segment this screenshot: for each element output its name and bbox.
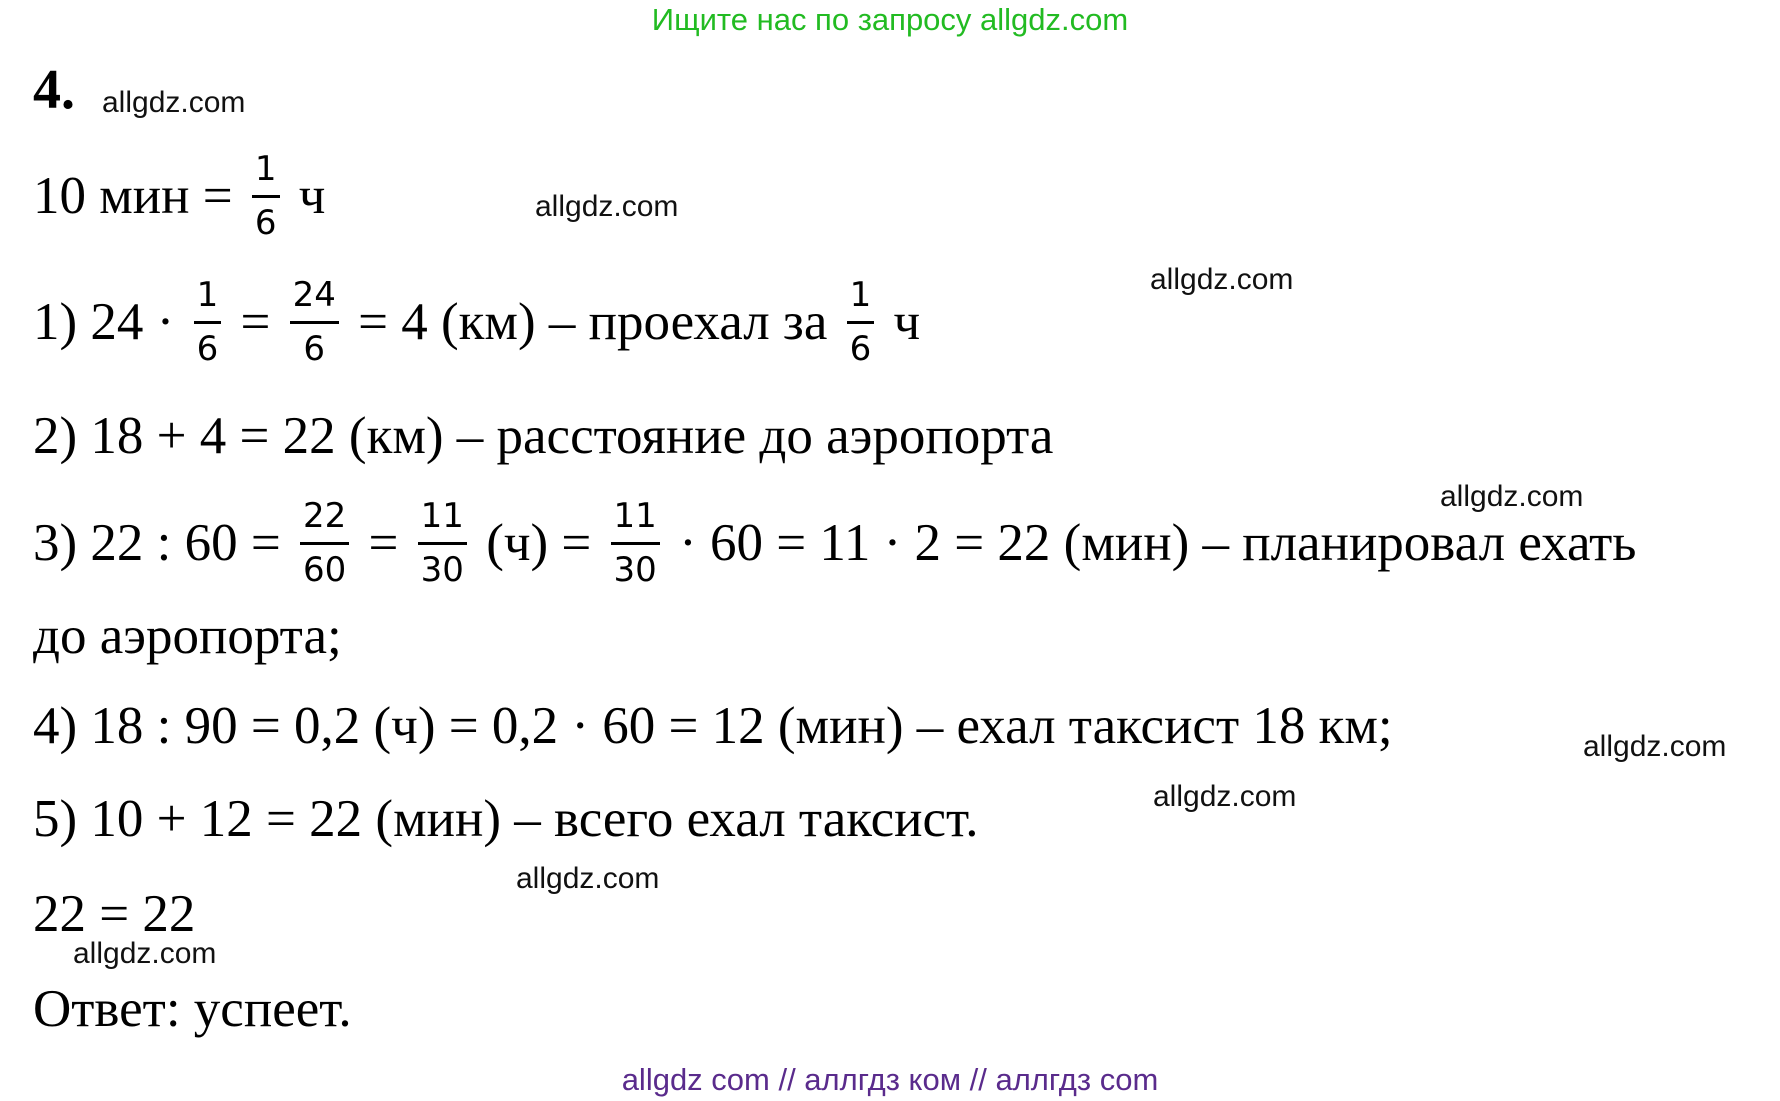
fraction: $\frac{22}{60}$ [300,497,349,590]
watermark: allgdz.com [1583,730,1727,763]
solution-line-0 [33,150,325,243]
line-text: (ч) = [472,514,605,573]
solution-line-6: 22 = 22 [33,885,196,943]
solution-line-3 [33,497,1636,590]
fraction: $\frac{1}{6}$ [252,150,280,243]
line-text: 3) 22 : 60 = [33,514,295,573]
bottom-banner: allgdz com // аллгдз ком // аллгдз com [621,1062,1159,1097]
watermark: allgdz.com [73,937,217,970]
solution-line-2: 2) 18 + 4 = 22 (км) – расстояние до аэропорта [33,407,1054,465]
line-text: ч [880,293,921,352]
watermark: allgdz.com [1153,780,1297,813]
solution-line-3-continued: до аэропорта; [33,607,342,665]
fraction: $\frac{1}{6}$ [194,276,222,369]
line-text: = 4 (км) – проехал за [344,293,841,352]
top-banner: Ищите нас по запросу allgdz.com [651,2,1129,37]
line-text: = [227,293,284,352]
solution-line-1 [33,276,920,369]
fraction: $\frac{11}{30}$ [418,497,467,590]
line-text: = [355,514,412,573]
watermark: allgdz.com [1150,263,1294,296]
task-number: 4. [33,59,75,121]
watermark: allgdz.com [102,86,246,119]
line-text: 1) 24 · [33,293,188,352]
watermark: allgdz.com [516,862,660,895]
solution-line-4: 4) 18 : 90 = 0,2 (ч) = 0,2 · 60 = 12 (мин) – ехал таксист 18 км; [33,697,1393,755]
watermark: allgdz.com [535,190,679,223]
watermark: allgdz.com [1440,480,1584,513]
fraction: $\frac{11}{30}$ [611,497,660,590]
solution-line-5: 5) 10 + 12 = 22 (мин) – всего ехал таксист. [33,790,979,848]
line-text: ч [285,167,326,226]
line-text: 10 мин = [33,167,246,226]
line-text: · 60 = 11 · 2 = 22 (мин) – планировал ехать [665,514,1637,573]
fraction: $\frac{24}{6}$ [290,276,339,369]
fraction: $\frac{1}{6}$ [847,276,875,369]
answer-line: Ответ: успеет. [33,980,352,1038]
